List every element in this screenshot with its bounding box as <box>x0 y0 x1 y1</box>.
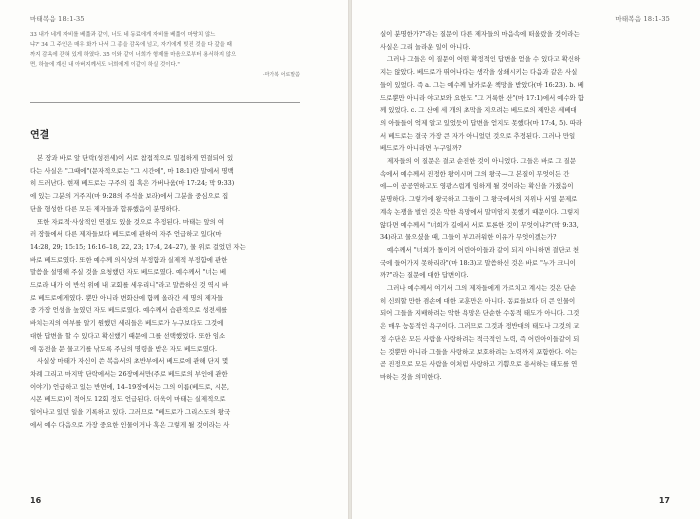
text-line: 시몬 베드로)이 적어도 12회 정도 언급된다. 더욱이 마태는 실제적으로 <box>30 395 226 404</box>
page-number: 17 <box>658 496 670 505</box>
text-line: 은 매우 능동적인 욕구이다. 그러므로 그것과 정반대의 태도나 그것의 교 <box>380 322 580 331</box>
left-body-text <box>30 152 320 431</box>
text-line: 바치는지의 여부를 알기 원했던 세리들은 베드로가 누구보다도 그것에 <box>30 319 224 328</box>
text-line: 실이 분명한가?"라는 질문이 다른 제자들의 마음속에 떠올랐을 것이라는 <box>380 30 580 38</box>
text-line: 베드로가 아니라면 누구일까? <box>380 144 462 153</box>
text-line: 되어 그들을 지배하려는 악한 욕망은 단순한 수동적 태도가 아니다. 그것 <box>380 309 580 318</box>
text-line: 께 있었다. c. 그 산에 세 개의 초막을 지으려는 베드로의 제안은 세베대 <box>380 106 577 115</box>
running-head: 마태복음 18:1-35 <box>30 15 85 23</box>
text-line: 단을 형성한 다른 모든 제자들과 합류했음이 분명하다. <box>30 204 181 213</box>
quote-divider <box>30 102 300 103</box>
text-line: 까?"라는 질문에 대한 답변이다. <box>380 271 469 280</box>
text-line: 의 아들들이 억제 알고 있었듯이 답변을 얻지도 못했다(마 17:4, 5). 따라 <box>380 118 583 127</box>
text-line: 국에 들어가지 못하리라"(마 18:3)고 말씀하신 것은 바로 "누가 크니이 <box>380 258 576 267</box>
text-line: 들이 있었다. 즉 a. 그는 예수께 날카로운 책망을 받았다(마 16:23). b. 베 <box>380 80 584 89</box>
text-line: 중 가장 언성을 높였던 자도 베드로였다. 예수께서 습관적으로 성전세를 <box>30 306 228 315</box>
text-line: 그러나 그들은 이 질문이 어떤 확정적인 답변을 얻을 수 있다고 확신하 <box>387 55 581 64</box>
text-line: 34)라고 물으셨을 때, 그들이 부끄러워한 이유가 무엇이겠는가? <box>380 233 557 242</box>
text-line: 본 장과 바로 앞 단락(성전세)이 서로 참접적으로 밀접하게 연결되어 있 <box>37 154 234 162</box>
text-line: 서 베드로는 결국 가장 큰 자가 아니었던 것으로 추정된다. 그러나 만일 <box>380 131 576 140</box>
text-line: 로 베드로에게였다. 뿐만 아니라 변화산에 함께 올라간 세 명의 제자들 <box>30 293 224 302</box>
text-line: 말씀을 설명해 주실 것을 요청했던 자도 베드로였다. 예수께서 "너는 베 <box>30 268 227 277</box>
text-line: 14:28, 29; 15:15; 16:16–18, 22, 23; 17:4, 24–27), 물 위로 걸었던 자는 <box>30 242 246 251</box>
text-line: 대한 답변을 할 수 있다고 확신했기 때문에 그를 선택했었다. 또한 임소 <box>30 331 226 340</box>
text-line: 마하는 것을 의미한다. <box>380 372 442 381</box>
text-line: 는 것뿐만 아니라 그들을 사랑하고 보호하려는 노력까지 포함한다. 이는 <box>380 347 578 356</box>
left-page <box>0 0 348 519</box>
text-line: 예수께서 "너희가 돌이켜 어린아이들과 같이 되지 아니하면 결단코 천 <box>387 245 580 254</box>
right-page <box>352 0 700 519</box>
text-line: 않다면 예수께서 "너희가 길에서 서로 토론한 것이 무엇이냐?"(막 9:33, <box>380 220 579 229</box>
right-body-text <box>380 28 672 384</box>
quote-line: 까지 감옥에 갇혀 있게 하였다. 35 이와 같이 너희가 형제를 마음으로부터 용서하지 않으 <box>30 52 237 58</box>
page-number: 16 <box>30 496 42 505</box>
quote-line: 냐?' 34 그 주인은 매우 화가 나서 그 종을 감옥에 넘고, 자기에게 빚진 것을 다 갚을 때 <box>30 42 232 48</box>
quote-source: -마가복 어로말씀 <box>262 72 300 78</box>
text-line: 다는 사실은 "그때에"(문자적으로는 "그 시간에", 마 18:1)란 말에서 명백 <box>30 166 234 175</box>
text-line: 러 장들에서 다른 제자들보다 베드로에 관하여 자주 언급하고 있다(마 <box>30 230 222 239</box>
text-line: 에 동전을 문 물고기를 낚도록 주님의 명령을 받은 자도 베드로였다. <box>30 344 217 353</box>
scripture-quote <box>30 30 300 80</box>
text-line: 또한 자료적·사상적인 연결도 있을 것으로 추정된다. 마태는 앞의 여 <box>37 217 224 226</box>
text-line: 분명하다. 그렇기에 왕국하고 그들이 그 왕국에서의 지위나 서열 문제로 <box>380 195 578 204</box>
text-line: 바로 베드로였다. 또한 예수께 의식상의 부정함과 실제적 부정함에 관한 <box>30 255 228 264</box>
text-line: 에서 예수 다음으로 가장 중요한 인물이거나 혹은 그렇게 될 것이라는 사 <box>30 420 230 429</box>
text-line: 히 드러난다. 현재 베드로는 구주의 집 혹은 가버나움(마 17:24; 막 9:33) <box>30 179 235 188</box>
text-line: 계속 논쟁을 벌인 것은 악한 욕망에서 말미암지 못했기 때문이다. 그렇지 <box>380 207 580 216</box>
text-line: 곧 진정으로 모든 사람을 이처럼 사랑하고 기쁨으로 용서하는 태도를 연 <box>380 360 578 369</box>
text-line: 드로뿐만 아니라 야고보와 요한도 "그 거룩한 산"(마 17:1)에서 예수와 함 <box>380 93 585 102</box>
text-line: 이야기) 언급하고 있는 반면에, 14–19장에서는 그의 이름(베드로, 시몬, <box>30 382 230 391</box>
text-line: 사실은 그리 놀라운 일이 아니다. <box>380 42 471 51</box>
text-line: 속에서 예수께서 진정한 왕이시며 그의 왕국—그 본질이 무엇이든 간 <box>380 169 570 178</box>
quote-line: 33 내가 네게 자비를 베풂과 같이, 너도 네 동료에게 자비를 베풂이 마땅치 않느 <box>30 32 216 38</box>
text-line: 일어나고 있던 일을 기록하고 있다. 그러므로 "베드로가 그리스도의 왕국 <box>30 408 231 417</box>
running-head: 마태복음 18:1-35 <box>615 15 670 23</box>
text-line: 지는 않았다. 베드로가 뛰어나다는 생각을 상쇄시키는 다음과 같은 사실 <box>380 68 578 77</box>
text-line: 그러나 예수께서 여기서 그의 제자들에게 가르치고 계시는 것은 단순 <box>387 284 577 293</box>
text-line: 에 있는 그분의 거주지(마 9:28의 주석을 보라)에서 그분을 중심으로 집 <box>30 192 229 201</box>
text-line: 사실상 마태가 자신이 쓴 복음서의 초반부에서 베드로에 관해 단지 몇 <box>37 357 229 366</box>
text-line: 제자들의 이 질문은 결코 순진한 것이 아니었다. 그들은 바로 그 질문 <box>387 157 577 166</box>
section-title: 연결 <box>30 130 50 141</box>
quote-line: 면, 하늘에 계신 내 아버지께서도 너희에게 이같이 하실 것이다." <box>30 62 180 68</box>
text-line: 정 수단은 모든 사람을 사랑하려는 적극적인 노력, 즉 어린아이들같이 되 <box>380 334 580 343</box>
text-line: 차례 그리고 마지막 단락에서는 26장에서만(주로 베드로의 부인에 관한 <box>30 369 228 378</box>
text-line: 히 신뢰할 만한 겸손에 대한 교훈만은 아니다. 동료들보다 더 큰 인물이 <box>380 296 576 305</box>
text-line: 드로라 내가 이 반석 위에 내 교회를 세우리니"라고 말씀하신 것 역시 바 <box>30 281 229 290</box>
text-line: 에—이 공공연하고도 영광스럽게 임하게 될 것이라는 확신을 가졌음이 <box>380 182 574 191</box>
